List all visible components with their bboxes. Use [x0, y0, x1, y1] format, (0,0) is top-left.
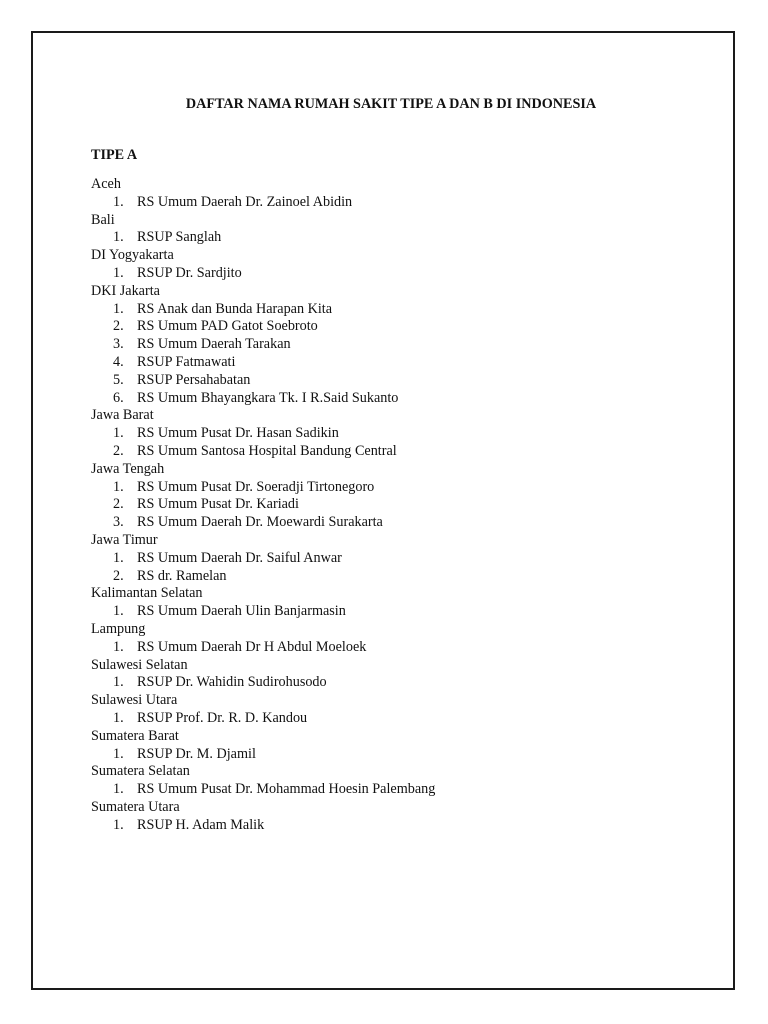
hospital-list-item [91, 425, 691, 443]
hospital-list [91, 550, 691, 586]
list-number: 6. [113, 389, 124, 406]
hospital-list-item [91, 639, 691, 657]
region-block [91, 212, 691, 248]
hospital-list-item [91, 229, 691, 247]
hospital-list-item [91, 265, 691, 283]
document-title: DAFTAR NAMA RUMAH SAKIT TIPE A DAN B DI INDONESIA [185, 96, 597, 112]
list-number: 3. [113, 336, 124, 353]
region-name: Aceh [91, 176, 121, 192]
hospital-name: RS Umum Santosa Hospital Bandung Central [137, 442, 397, 459]
hospital-list-item [91, 194, 691, 212]
region-name: Jawa Timur [91, 531, 158, 548]
list-number: 1. [113, 816, 124, 833]
region-block [91, 657, 691, 693]
region-name: Lampung [91, 620, 146, 637]
hospital-list [91, 817, 691, 835]
hospital-name: RS Umum PAD Gatot Soebroto [137, 318, 318, 335]
region-name: Kalimantan Selatan [91, 585, 203, 602]
hospital-list-item [91, 301, 691, 319]
region-block [91, 692, 691, 728]
hospital-name: RS Umum Pusat Dr. Hasan Sadikin [137, 425, 339, 442]
hospital-name: RSUP H. Adam Malik [137, 816, 265, 833]
region-block [91, 283, 691, 408]
hospital-list [91, 639, 691, 657]
hospital-name: RS Umum Pusat Dr. Soeradji Tirtonegoro [137, 478, 375, 495]
region-block [91, 728, 691, 764]
hospital-list-item [91, 390, 691, 408]
region-block [91, 407, 691, 460]
region-name: Sumatera Barat [91, 727, 179, 744]
hospital-name: RS Umum Daerah Dr H Abdul Moeloek [137, 638, 367, 655]
list-number: 1. [113, 300, 124, 317]
hospital-name: RS Umum Daerah Dr. Moewardi Surakarta [137, 514, 383, 531]
hospital-name: RS Umum Bhayangkara Tk. I R.Said Sukanto [137, 389, 399, 406]
hospital-list-item [91, 514, 691, 532]
list-number: 1. [113, 425, 124, 442]
region-block [91, 799, 691, 835]
hospital-list-item [91, 817, 691, 835]
region-name: Sumatera Utara [91, 798, 180, 815]
region-name: Jawa Tengah [91, 460, 165, 477]
list-number: 1. [113, 549, 124, 566]
region-block [91, 532, 691, 585]
list-number: 2. [113, 318, 124, 335]
hospital-list-item [91, 496, 691, 514]
list-number: 1. [113, 781, 124, 798]
list-number: 1. [113, 478, 124, 495]
document-page [31, 31, 735, 990]
region-block [91, 247, 691, 283]
region-name: Sulawesi Utara [91, 692, 178, 709]
region-name: Sumatera Selatan [91, 763, 190, 780]
hospital-name: RSUP Sanglah [137, 229, 222, 246]
hospital-name: RS Umum Pusat Dr. Kariadi [137, 496, 299, 513]
hospital-list [91, 425, 691, 461]
region-block [91, 461, 691, 532]
hospital-list [91, 265, 691, 283]
hospital-list-item [91, 603, 691, 621]
list-number: 1. [113, 603, 124, 620]
list-number: 4. [113, 353, 124, 370]
hospital-name: RS Umum Daerah Ulin Banjarmasin [137, 603, 346, 620]
hospital-list-item [91, 372, 691, 390]
list-number: 1. [113, 193, 124, 210]
hospital-list [91, 710, 691, 728]
hospital-list-item [91, 674, 691, 692]
region-name: Sulawesi Selatan [91, 656, 188, 673]
list-number: 1. [113, 674, 124, 691]
hospital-name: RS Umum Daerah Dr. Saiful Anwar [137, 549, 342, 566]
hospital-name: RS dr. Ramelan [137, 567, 227, 584]
region-block [91, 585, 691, 621]
hospital-list [91, 674, 691, 692]
section-heading-tipe-a: TIPE A [91, 147, 138, 163]
list-number: 5. [113, 371, 124, 388]
hospital-name: RSUP Dr. M. Djamil [137, 745, 256, 762]
list-number: 2. [113, 496, 124, 513]
region-list [91, 176, 691, 834]
hospital-name: RSUP Fatmawati [137, 353, 236, 370]
hospital-name: RSUP Prof. Dr. R. D. Kandou [137, 709, 308, 726]
hospital-list [91, 479, 691, 532]
hospital-list-item [91, 479, 691, 497]
hospital-name: RS Umum Daerah Dr. Zainoel Abidin [137, 193, 353, 210]
list-number: 2. [113, 567, 124, 584]
region-block [91, 763, 691, 799]
hospital-name: RS Anak dan Bunda Harapan Kita [137, 300, 333, 317]
hospital-list-item [91, 550, 691, 568]
region-name: Bali [91, 211, 115, 228]
hospital-name: RS Umum Pusat Dr. Mohammad Hoesin Palembang [137, 781, 436, 798]
hospital-list-item [91, 746, 691, 764]
list-number: 1. [113, 229, 124, 246]
list-number: 1. [113, 745, 124, 762]
hospital-list-item [91, 568, 691, 586]
hospital-name: RS Umum Daerah Tarakan [137, 336, 291, 353]
list-number: 3. [113, 514, 124, 531]
hospital-list-item [91, 710, 691, 728]
hospital-list [91, 781, 691, 799]
hospital-list-item [91, 781, 691, 799]
hospital-list [91, 229, 691, 247]
hospital-list-item [91, 318, 691, 336]
hospital-list [91, 194, 691, 212]
region-block [91, 176, 691, 212]
hospital-list-item [91, 443, 691, 461]
region-name: DKI Jakarta [91, 282, 160, 299]
hospital-list-item [91, 336, 691, 354]
hospital-list-item [91, 354, 691, 372]
list-number: 1. [113, 638, 124, 655]
document-body [91, 95, 691, 834]
hospital-name: RSUP Persahabatan [137, 371, 251, 388]
hospital-name: RSUP Dr. Sardjito [137, 264, 242, 281]
hospital-list [91, 603, 691, 621]
list-number: 1. [113, 709, 124, 726]
hospital-name: RSUP Dr. Wahidin Sudirohusodo [137, 674, 327, 691]
region-name: DI Yogyakarta [91, 247, 174, 264]
region-name: Jawa Barat [91, 407, 154, 424]
list-number: 2. [113, 442, 124, 459]
region-block [91, 621, 691, 657]
list-number: 1. [113, 264, 124, 281]
hospital-list [91, 746, 691, 764]
hospital-list [91, 301, 691, 408]
